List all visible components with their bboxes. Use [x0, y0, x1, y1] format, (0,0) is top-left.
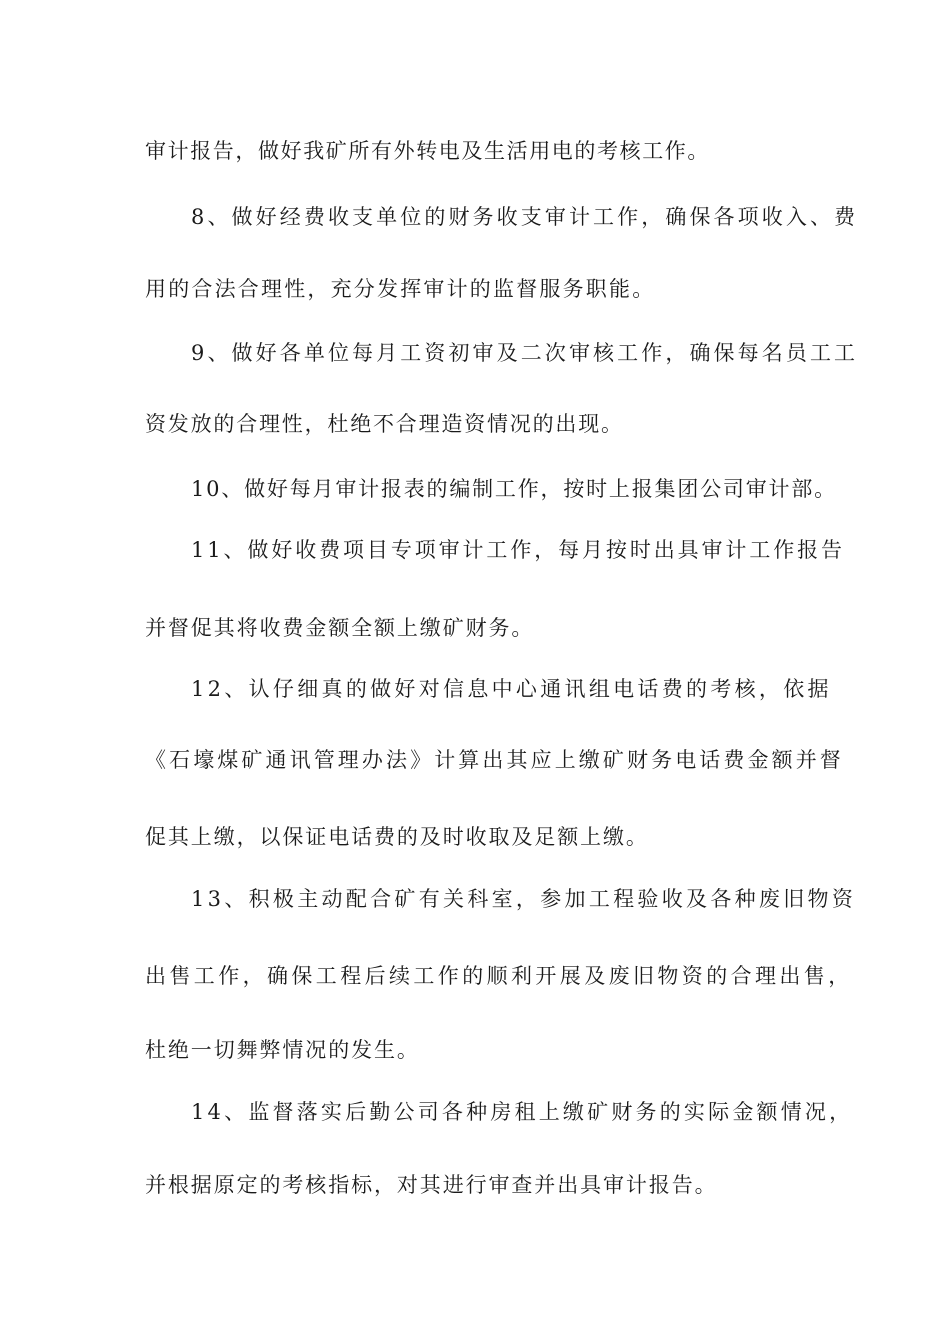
paragraph-line: 10、做好每月审计报表的编制工作，按时上报集团公司审计部。 [191, 477, 837, 501]
paragraph-line: 促其上缴，以保证电话费的及时收取及足额上缴。 [145, 825, 649, 849]
paragraph-line: 资发放的合理性，杜绝不合理造资情况的出现。 [145, 412, 624, 436]
paragraph-line: 14、监督落实后勤公司各种房租上缴矿财务的实际金额情况， [191, 1100, 854, 1124]
paragraph-line: 出售工作，确保工程后续工作的顺利开展及废旧物资的合理出售， [145, 964, 853, 988]
paragraph-line: 9、做好各单位每月工资初审及二次审核工作，确保每名员工工 [191, 341, 859, 365]
paragraph-line: 用的合法合理性，充分发挥审计的监督服务职能。 [145, 277, 656, 301]
paragraph-line: 审计报告，做好我矿所有外转电及生活用电的考核工作。 [145, 139, 710, 163]
paragraph-line: 11、做好收费项目专项审计工作，每月按时出具审计工作报告 [191, 538, 845, 562]
paragraph-line: 《石壕煤矿通讯管理办法》计算出其应上缴矿财务电话费金额并督 [145, 748, 844, 772]
paragraph-line: 并根据原定的考核指标，对其进行审查并出具审计报告。 [145, 1173, 718, 1197]
paragraph-line: 杜绝一切舞弊情况的发生。 [145, 1038, 420, 1062]
paragraph-line: 12、认仔细真的做好对信息中心通讯组电话费的考核，依据 [191, 677, 832, 701]
paragraph-line: 8、做好经费收支单位的财务收支审计工作，确保各项收入、费 [191, 205, 859, 229]
paragraph-line: 并督促其将收费金额全额上缴矿财务。 [145, 616, 535, 640]
paragraph-line: 13、积极主动配合矿有关科室，参加工程验收及各种废旧物资 [191, 887, 857, 911]
